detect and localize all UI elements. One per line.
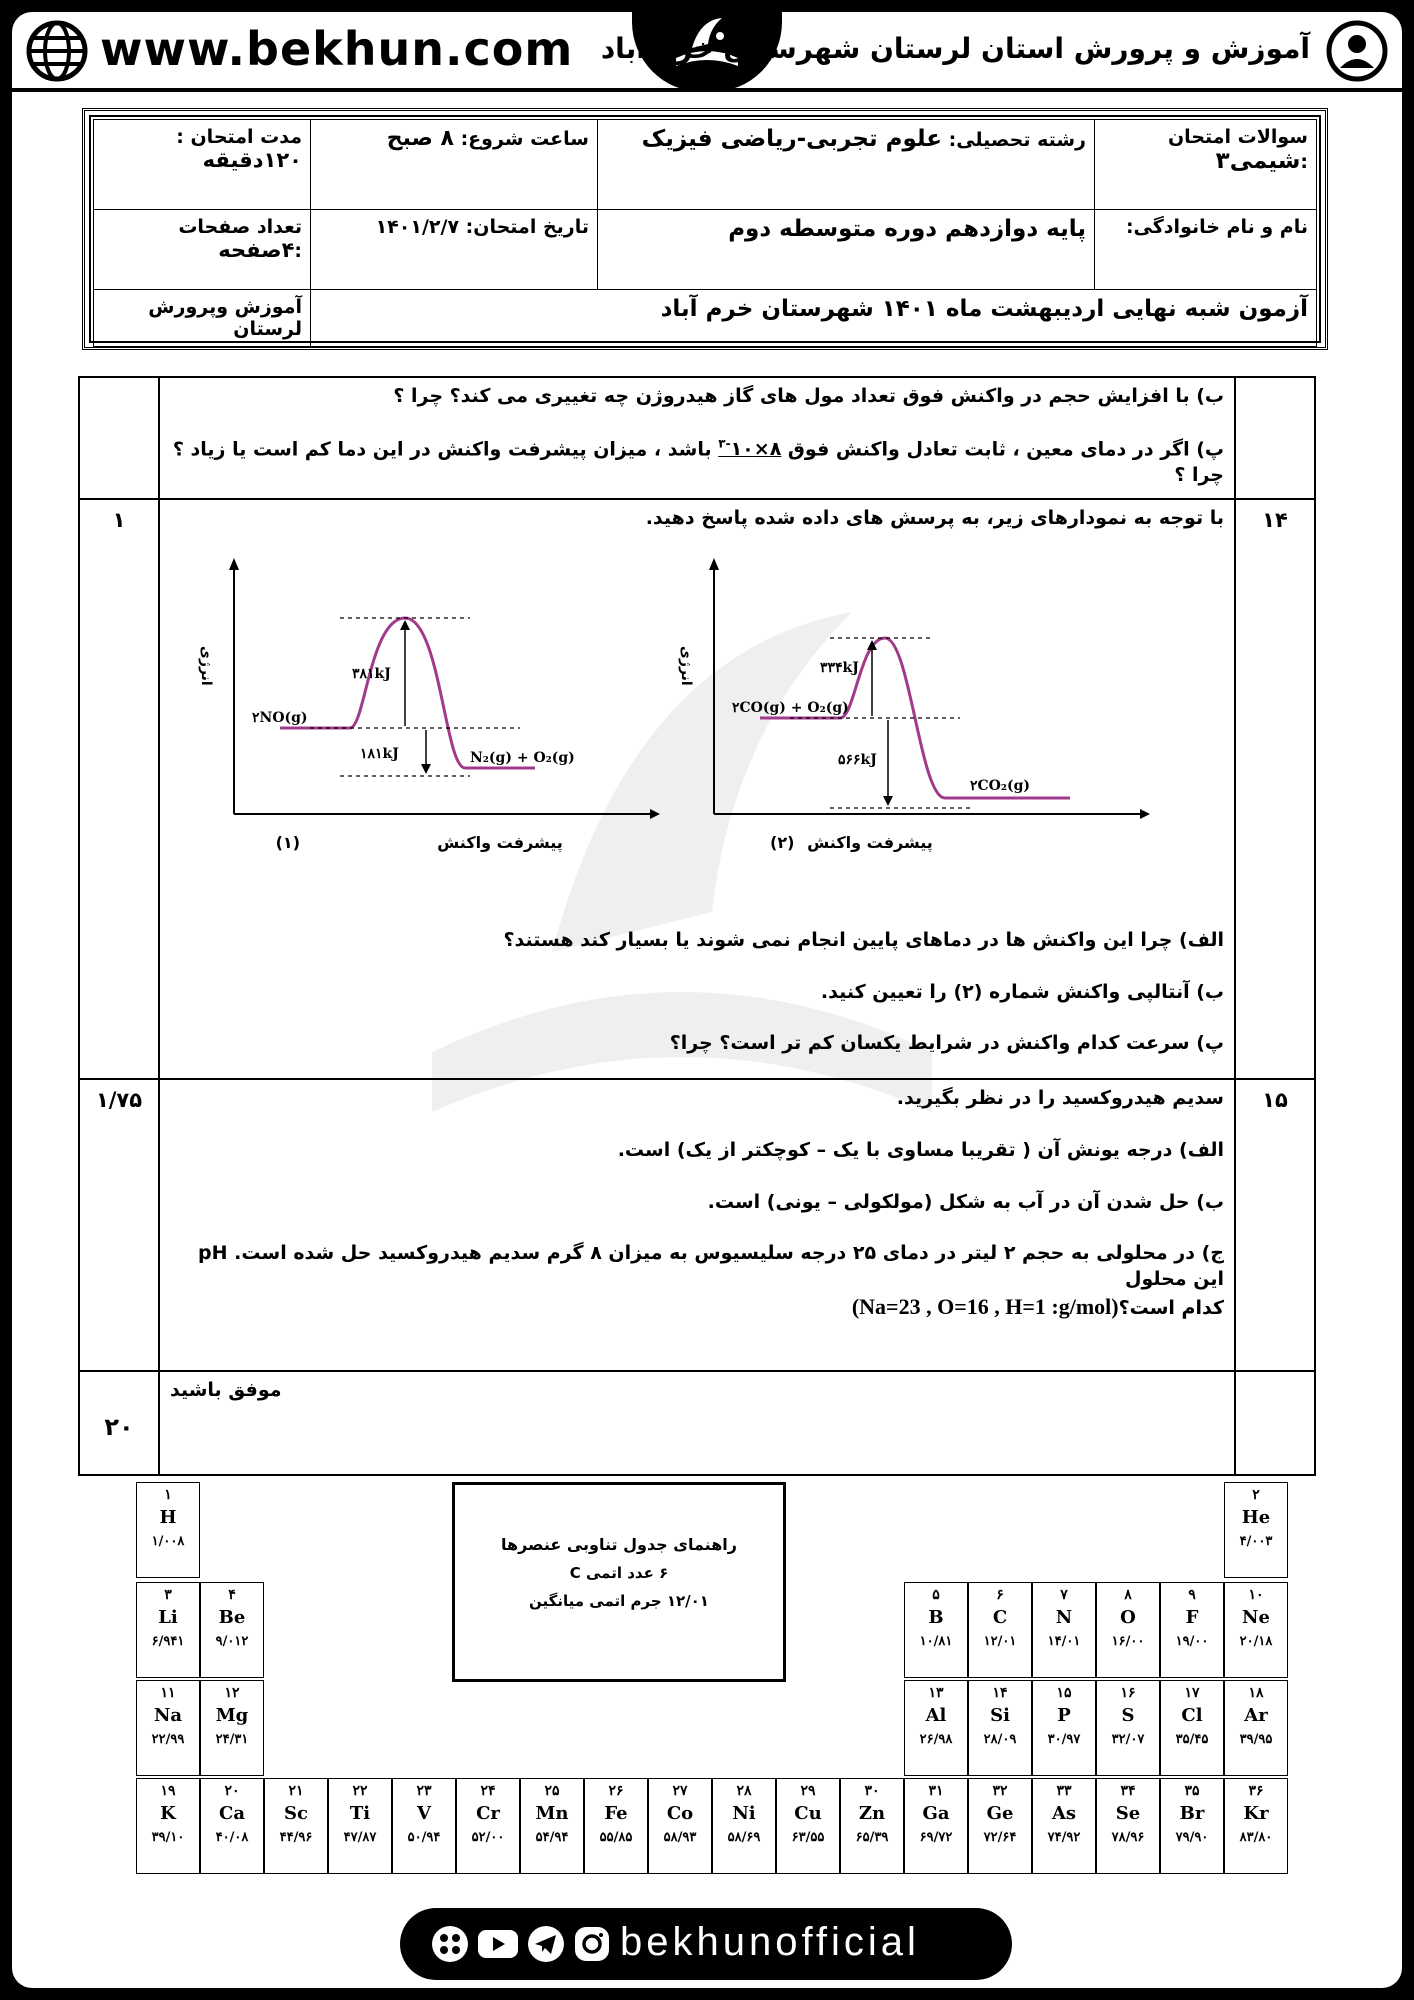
atomic-mass: ۵۸/۶۹	[727, 1830, 761, 1845]
question-number: ۱۵	[1235, 1079, 1315, 1371]
element-br	[1160, 1778, 1224, 1874]
product-label: ۲CO₂(g)	[970, 777, 1031, 794]
youtube-icon[interactable]	[476, 1924, 520, 1964]
grade-cell: پایه دوازدهم دوره متوسطه دوم	[598, 210, 1095, 290]
atomic-number: ۱۶	[1120, 1685, 1136, 1701]
element-symbol: F	[1185, 1607, 1199, 1628]
atomic-mass: ۳۲/۰۷	[1111, 1732, 1145, 1747]
atomic-mass: ۳۵/۴۵	[1175, 1732, 1209, 1747]
element-symbol: Al	[925, 1705, 947, 1726]
element-symbol: V	[417, 1803, 431, 1824]
atomic-number: ۲۷	[672, 1783, 688, 1799]
student-name-cell: نام و نام خانوادگی:	[1095, 210, 1317, 290]
question-body	[159, 1079, 1235, 1371]
atomic-number: ۳۰	[864, 1783, 880, 1799]
instagram-icon[interactable]	[572, 1924, 612, 1964]
atomic-number: ۲۵	[544, 1783, 560, 1799]
atomic-mass: ۲۴/۳۱	[215, 1732, 249, 1747]
field-cell: رشته تحصیلی: علوم تجربی-ریاضی فیزیک	[598, 120, 1095, 210]
question-part-a: الف) چرا این واکنش ها در دماهای پایین انجام نمی شوند یا بسیار کند هستند؟	[503, 928, 1224, 951]
reactant-label: ۲NO(g)	[252, 709, 308, 726]
atomic-number: ۲۳	[416, 1783, 432, 1799]
element-symbol: N	[1055, 1607, 1073, 1628]
activation-energy-label: ۳۸۱kJ	[352, 665, 391, 682]
atomic-number: ۱۰	[1248, 1587, 1264, 1603]
telegram-icon[interactable]	[526, 1924, 566, 1964]
diagram-id: (۲)	[770, 832, 795, 852]
question-number	[1235, 377, 1315, 499]
social-footer	[400, 1908, 1012, 1980]
good-luck-message: موفق باشید	[159, 1371, 1235, 1475]
exam-info-box	[82, 108, 1328, 350]
atomic-mass: ۳۰/۹۷	[1047, 1732, 1081, 1747]
element-f	[1160, 1582, 1224, 1678]
atomic-mass: ۳۹/۹۵	[1239, 1732, 1273, 1747]
element-symbol: Fe	[604, 1803, 628, 1824]
element-cl	[1160, 1680, 1224, 1776]
energy-diagrams	[170, 558, 1224, 928]
question-part-p: پ) سرعت کدام واکنش در شرایط یکسان کم تر است؟ چرا؟	[669, 1032, 1224, 1055]
atomic-number: ۸	[1124, 1587, 1132, 1603]
atomic-number: ۴	[228, 1587, 236, 1603]
question-number: ۱۴	[1235, 499, 1315, 1079]
site-url[interactable]: www.bekhun.com	[100, 22, 574, 76]
guide-title: راهنمای جدول تناوبی عنصرها	[501, 1535, 737, 1554]
element-si	[968, 1680, 1032, 1776]
element-al	[904, 1680, 968, 1776]
atomic-number: ۱۱	[160, 1685, 176, 1701]
atomic-mass: ۲۶/۹۸	[919, 1732, 953, 1747]
element-symbol: Na	[153, 1705, 183, 1726]
diagram-id: (۱)	[275, 832, 300, 852]
atomic-mass: ۵۲/۰۰	[471, 1830, 505, 1845]
element-k	[136, 1778, 200, 1874]
atomic-number: ۱۳	[928, 1685, 944, 1701]
question-score: ۱	[79, 499, 159, 1079]
x-axis-label: پیشرفت واکنش	[437, 832, 563, 852]
globe-icon	[26, 20, 88, 82]
atomic-number: ۹	[1188, 1587, 1196, 1603]
element-symbol: As	[1051, 1803, 1077, 1824]
social-handle[interactable]: bekhunofficial	[620, 1920, 920, 1964]
element-symbol: Ti	[349, 1803, 371, 1824]
element-symbol: Se	[1115, 1803, 1141, 1824]
atomic-mass: ۲۸/۰۹	[983, 1732, 1017, 1747]
element-symbol: Cu	[794, 1803, 822, 1824]
y-axis-label: انرژی	[678, 645, 694, 686]
question-number	[1235, 1371, 1315, 1475]
question-body	[159, 377, 1235, 499]
atomic-mass: ۶/۹۴۱	[151, 1634, 185, 1649]
question-intro: با توجه به نمودارهای زیر، به پرسش های داده شده پاسخ دهید.	[645, 507, 1224, 530]
element-mn	[520, 1778, 584, 1874]
element-ne	[1224, 1582, 1288, 1678]
atomic-number: ۲۸	[736, 1783, 752, 1799]
question-row-14	[79, 499, 1315, 1079]
atomic-mass: ۴۷/۸۷	[343, 1830, 377, 1845]
element-ga	[904, 1778, 968, 1874]
atomic-mass: ۴/۰۰۳	[1239, 1534, 1273, 1549]
atomic-number: ۶	[996, 1587, 1004, 1603]
user-avatar-icon	[1326, 20, 1388, 82]
atomic-number: ۱۸	[1248, 1685, 1264, 1701]
energy-diagram-1	[190, 558, 660, 878]
element-symbol: Ga	[922, 1803, 950, 1824]
atomic-number: ۱	[164, 1487, 172, 1503]
element-symbol: Ne	[1242, 1607, 1270, 1628]
element-ca	[200, 1778, 264, 1874]
element-se	[1096, 1778, 1160, 1874]
element-o	[1096, 1582, 1160, 1678]
element-as	[1032, 1778, 1096, 1874]
exam-info-table	[93, 119, 1317, 347]
atomic-mass: ۷۲/۶۴	[983, 1830, 1017, 1845]
atomic-mass: ۱۲/۰۱	[983, 1634, 1017, 1649]
element-cr	[456, 1778, 520, 1874]
activation-energy-label: ۳۳۴kJ	[820, 659, 859, 676]
enthalpy-label: ۱۸۱kJ	[360, 745, 399, 762]
atomic-number: ۳۴	[1120, 1783, 1136, 1799]
atomic-number: ۲	[1252, 1487, 1260, 1503]
element-symbol: Sc	[284, 1803, 308, 1824]
exam-name-cell: آزمون شبه نهایی اردیبهشت ماه ۱۴۰۱ شهرستان خرم آباد	[311, 290, 1317, 347]
question-score	[79, 377, 159, 499]
atomic-mass: ۵۸/۹۳	[663, 1830, 697, 1845]
atomic-number: ۳۶	[1248, 1783, 1264, 1799]
element-symbol: C	[992, 1607, 1008, 1628]
element-ar	[1224, 1680, 1288, 1776]
atomic-mass: ۱۰/۸۱	[919, 1634, 953, 1649]
element-symbol: K	[160, 1803, 176, 1824]
atomic-number: ۲۰	[224, 1783, 240, 1799]
question-row-prev	[79, 377, 1315, 499]
element-h	[136, 1482, 200, 1578]
element-mg	[200, 1680, 264, 1776]
atomic-mass: ۹/۰۱۲	[215, 1634, 249, 1649]
atomic-number: ۳	[164, 1587, 172, 1603]
element-b	[904, 1582, 968, 1678]
periodic-table-guide	[452, 1482, 786, 1682]
atomic-mass: ۵۵/۸۵	[599, 1830, 633, 1845]
element-v	[392, 1778, 456, 1874]
atomic-mass: ۶۵/۳۹	[855, 1830, 889, 1845]
atomic-mass: ۱۶/۰۰	[1111, 1634, 1145, 1649]
element-na	[136, 1680, 200, 1776]
question-row-final	[79, 1371, 1315, 1475]
atomic-mass: ۷۸/۹۶	[1111, 1830, 1145, 1845]
atomic-mass: ۳۹/۱۰	[151, 1830, 185, 1845]
pages-cell: تعداد صفحات :۴صفحه	[94, 210, 311, 290]
element-be	[200, 1582, 264, 1678]
exam-page	[12, 12, 1402, 1988]
element-symbol: Ge	[986, 1803, 1014, 1824]
atomic-mass: ۸۳/۸۰	[1239, 1830, 1273, 1845]
atomic-mass: ۴۴/۹۶	[279, 1830, 313, 1845]
atomic-number: ۲۹	[800, 1783, 816, 1799]
header-title: آموزش و پرورش استان لرستان شهرستان خرم آباد	[600, 32, 1310, 65]
element-symbol: B	[928, 1607, 944, 1628]
element-n	[1032, 1582, 1096, 1678]
element-sc	[264, 1778, 328, 1874]
question-score: ۱/۷۵	[79, 1079, 159, 1371]
duration-cell: مدت امتحان : ۱۲۰دقیقه	[94, 120, 311, 210]
org-cell: آموزش وپرورش لرستان	[94, 290, 311, 347]
question-row-15	[79, 1079, 1315, 1371]
element-symbol: Ar	[1244, 1705, 1268, 1726]
atomic-number: ۱۴	[992, 1685, 1008, 1701]
element-symbol: Ca	[219, 1803, 245, 1824]
atomic-number: ۳۳	[1056, 1783, 1072, 1799]
element-ti	[328, 1778, 392, 1874]
element-symbol: Si	[990, 1705, 1010, 1726]
element-fe	[584, 1778, 648, 1874]
atomic-number: ۲۲	[352, 1783, 368, 1799]
x-axis-label: پیشرفت واکنش	[807, 832, 933, 852]
total-score: ۲۰	[79, 1371, 159, 1475]
element-symbol: Be	[218, 1607, 246, 1628]
element-symbol: Cl	[1181, 1705, 1203, 1726]
energy-diagram-2	[670, 558, 1150, 878]
element-symbol: Mn	[535, 1803, 569, 1824]
atomic-mass: ۴۰/۰۸	[215, 1830, 249, 1845]
element-c	[968, 1582, 1032, 1678]
question-intro: سدیم هیدروکسید را در نظر بگیرید.	[896, 1087, 1224, 1110]
element-symbol: He	[1241, 1507, 1271, 1528]
atomic-number: ۱۹	[160, 1783, 176, 1799]
element-symbol: Li	[158, 1607, 178, 1628]
element-symbol: Ni	[732, 1803, 756, 1824]
atomic-number: ۲۶	[608, 1783, 624, 1799]
element-he	[1224, 1482, 1288, 1578]
product-label: N₂(g) + O₂(g)	[470, 749, 575, 766]
atomic-mass: ۱/۰۰۸	[151, 1534, 185, 1549]
element-p	[1032, 1680, 1096, 1776]
atomic-mass: ۶۹/۷۲	[919, 1830, 953, 1845]
element-ge	[968, 1778, 1032, 1874]
element-ni	[712, 1778, 776, 1874]
guide-atomic-mass: ۱۲/۰۱ جرم اتمی میانگین	[529, 1592, 709, 1610]
question-body	[159, 499, 1235, 1079]
question-part-c: ج) در محلولی به حجم ۲ لیتر در دمای ۲۵ درجه سلیسیوس به میزان ۸ گرم سدیم هیدروکسید حل شده است. pH این محلول کدام است؟(Na=23 , O=16 , H=1 :g/mol)	[198, 1242, 1224, 1320]
atomic-mass: ۵۰/۹۴	[407, 1830, 441, 1845]
y-axis-label: انرژی	[198, 645, 214, 686]
atomic-mass: ۲۰/۱۸	[1239, 1634, 1273, 1649]
date-cell: تاریخ امتحان: ۱۴۰۱/۲/۷	[311, 210, 598, 290]
question-part-b: ب) آنتالپی واکنش شماره (۲) را تعیین کنید.	[820, 980, 1224, 1003]
atomic-mass: ۷۹/۹۰	[1175, 1830, 1209, 1845]
atomic-number: ۱۲	[224, 1685, 240, 1701]
element-symbol: S	[1121, 1705, 1135, 1726]
atomic-number: ۱۵	[1056, 1685, 1072, 1701]
atomic-number: ۲۴	[480, 1783, 496, 1799]
atomic-number: ۲۱	[288, 1783, 304, 1799]
atomic-number: ۳۲	[992, 1783, 1008, 1799]
atomic-number: ۷	[1060, 1587, 1068, 1603]
element-symbol: Kr	[1243, 1803, 1269, 1824]
atomic-mass: ۶۳/۵۵	[791, 1830, 825, 1845]
atomic-mass: ۱۹/۰۰	[1175, 1634, 1209, 1649]
element-symbol: O	[1120, 1607, 1136, 1628]
question-part-a: الف) درجه یونش آن ( تقریبا مساوی با یک – کوچکتر از یک) است.	[617, 1138, 1224, 1161]
atomic-mass: ۷۴/۹۲	[1047, 1830, 1081, 1845]
atomic-number: ۱۷	[1184, 1685, 1200, 1701]
reactant-label: ۲CO(g) + O₂(g)	[732, 699, 849, 716]
atomic-number: ۳۱	[928, 1783, 944, 1799]
element-co	[648, 1778, 712, 1874]
question-part-p: پ) اگر در دمای معین ، ثابت تعادل واکنش فوق $۸\times ۱۰^{-۳}$ باشد ، میزان پیشرفت واکنش در این دما کم است یا زیاد ؟چرا ؟	[172, 436, 1224, 486]
element-cu	[776, 1778, 840, 1874]
film-reel-icon[interactable]	[430, 1924, 470, 1964]
enthalpy-label: ۵۶۶kJ	[838, 751, 877, 768]
question-part-b: ب) حل شدن آن در آب به شکل (مولکولی – یونی) است.	[707, 1190, 1224, 1213]
guide-atomic-number: ۶ عدد اتمی C	[569, 1564, 669, 1582]
question-part-b: ب) با افزایش حجم در واکنش فوق تعداد مول های گاز هیدروژن چه تغییری می کند؟ چرا ؟	[393, 385, 1224, 407]
element-symbol: Cr	[476, 1803, 500, 1824]
atomic-number: ۳۵	[1184, 1783, 1200, 1799]
element-zn	[840, 1778, 904, 1874]
element-symbol: Zn	[858, 1803, 886, 1824]
start-time-cell: ساعت شروع: ۸ صبح	[311, 120, 598, 210]
atomic-mass: ۱۴/۰۱	[1047, 1634, 1081, 1649]
atomic-number: ۵	[932, 1587, 940, 1603]
element-kr	[1224, 1778, 1288, 1874]
element-symbol: Br	[1179, 1803, 1205, 1824]
element-symbol: Co	[666, 1803, 694, 1824]
site-header	[12, 12, 1402, 92]
atomic-mass: ۵۴/۹۴	[535, 1830, 569, 1845]
element-s	[1096, 1680, 1160, 1776]
subject-cell: سوالات امتحان :شیمی۳	[1095, 120, 1317, 210]
element-symbol: H	[159, 1507, 177, 1528]
element-symbol: P	[1057, 1705, 1071, 1726]
questions-table	[78, 376, 1316, 1476]
atomic-mass: ۲۲/۹۹	[151, 1732, 185, 1747]
element-li	[136, 1582, 200, 1678]
element-symbol: Mg	[215, 1705, 249, 1726]
